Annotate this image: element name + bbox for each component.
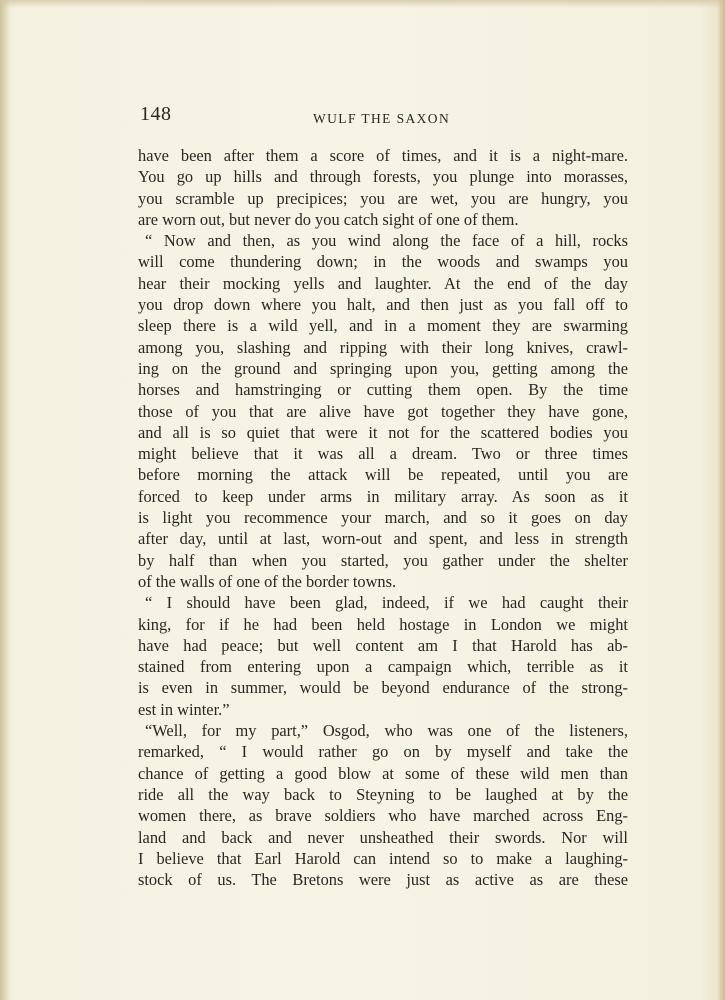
- page-right-edge: [717, 0, 725, 1000]
- text-line: ride all the way back to Steyning to be laughed at by the: [138, 784, 628, 804]
- text-line: those of you that are alive have got together they have gone,: [138, 401, 628, 421]
- text-line: will come thundering down; in the woods and swamps you: [138, 252, 628, 272]
- text-line: stock of us. The Bretons were just as active as are these: [138, 870, 628, 890]
- text-line: chance of getting a good blow at some of these wild men than: [138, 763, 628, 783]
- text-line: remarked, “ I would rather go on by myself and take the: [138, 742, 628, 762]
- page-top-shadow: [0, 0, 725, 8]
- text-line: you drop down where you halt, and then just as you fall off to: [138, 295, 628, 315]
- text-line: before morning the attack will be repeated, until you are: [138, 465, 628, 485]
- text-line: might believe that it was all a dream. Two or three times: [138, 444, 628, 464]
- text-line: have been after them a score of times, and it is a night-mare.: [138, 146, 628, 165]
- text-line: “Well, for my part,” Osgod, who was one of the listeners,: [145, 721, 628, 741]
- text-line: after day, until at last, worn-out and spent, and less in strength: [138, 529, 628, 549]
- page-binding-shadow: [0, 0, 10, 1000]
- text-line: “ I should have been glad, indeed, if we had caught their: [145, 593, 628, 613]
- text-line: king, for if he had been held hostage in London we might: [138, 614, 628, 634]
- text-line: have had peace; but well content am I that Harold has ab-: [138, 635, 628, 655]
- text-line: among you, slashing and ripping with their long knives, crawl-: [138, 337, 628, 357]
- text-line: are worn out, but never do you catch sight of one of them.: [138, 209, 519, 229]
- text-line: horses and hamstringing or cutting them open. By the time: [138, 380, 628, 400]
- text-line: stained from entering upon a campaign which, terrible as it: [138, 657, 628, 677]
- text-line: land and back and never unsheathed their swords. Nor will: [138, 827, 628, 847]
- text-line: of the walls of one of the border towns.: [138, 571, 397, 591]
- text-line: You go up hills and through forests, you plunge into morasses,: [138, 167, 628, 187]
- text-line: and all is so quiet that were it not for the scattered bodies you: [138, 422, 628, 442]
- body-text: [138, 145, 628, 890]
- page-number: 148: [140, 103, 172, 125]
- text-line: is even in summer, would be beyond endurance of the strong-: [138, 678, 628, 698]
- running-head: WULF THE SAXON: [313, 111, 451, 126]
- text-line: forced to keep under arms in military array. As soon as it: [138, 486, 628, 506]
- text-line: is light you recommence your march, and so it goes on day: [138, 508, 628, 528]
- page-header: [138, 103, 628, 129]
- text-line: est in winter.”: [138, 699, 230, 719]
- text-line: ing on the ground and springing upon you, getting among the: [138, 358, 628, 378]
- text-line: hear their mocking yells and laughter. At the end of the day: [138, 273, 628, 293]
- text-line: “ Now and then, as you wind along the face of a hill, rocks: [145, 231, 628, 251]
- text-line: I believe that Earl Harold can intend so to make a laughing-: [138, 848, 628, 868]
- text-line: by half than when you started, you gather under the shelter: [138, 550, 628, 570]
- text-line: you scramble up precipices; you are wet, you are hungry, you: [138, 188, 628, 208]
- text-line: women there, as brave soldiers who have marched across Eng-: [138, 806, 628, 826]
- text-line: sleep there is a wild yell, and in a moment they are swarming: [138, 316, 628, 336]
